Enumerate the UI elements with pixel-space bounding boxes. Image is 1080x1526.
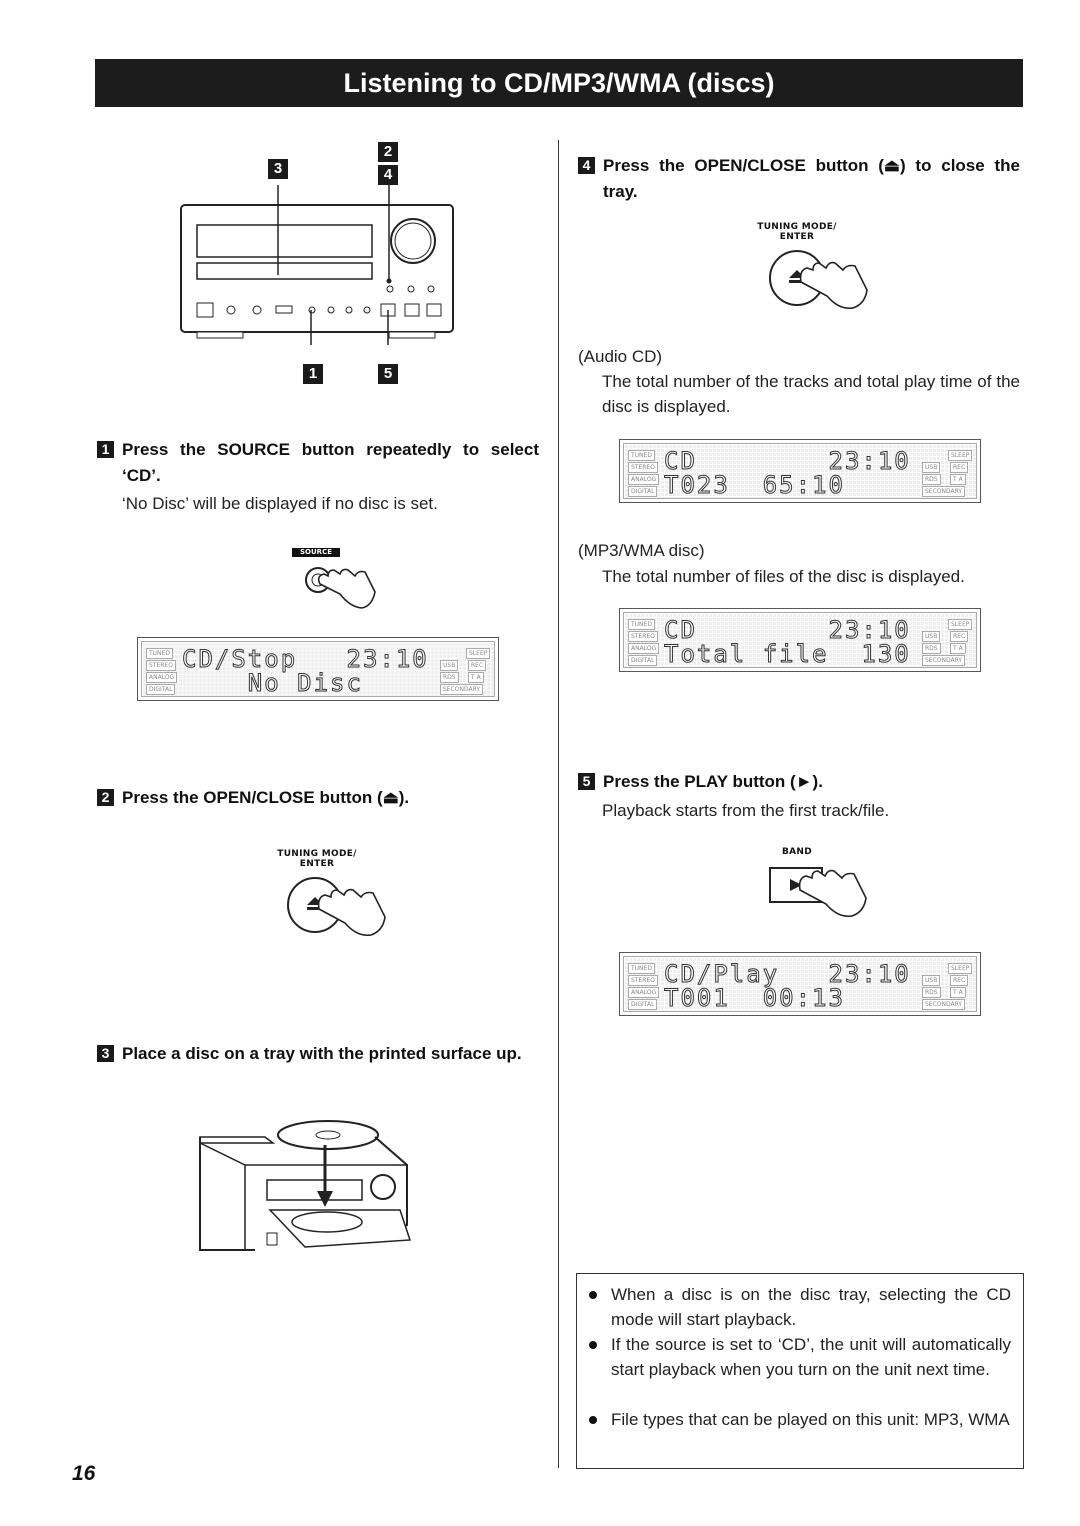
step-4-heading: 4 Press the OPEN/CLOSE button (⏏) to close the tray.: [578, 153, 1020, 205]
note-item: If the source is set to ‘CD’, the unit will automatically start playback when you turn on the unit next time.: [589, 1332, 1011, 1382]
open-close-button-illustration: [285, 875, 390, 940]
diagram-badge-4: 4: [378, 165, 398, 185]
page-number: 16: [72, 1462, 96, 1485]
bullet-icon: [589, 1341, 597, 1349]
display-no-disc: TUNED STEREO ANALOG DIGITAL SLEEP USB REC RDS T A SECONDARY CD/Stop 23:10 No Disc: [137, 637, 499, 701]
step-1-heading: 1 Press the SOURCE button repeatedly to select ‘CD’.: [97, 437, 539, 489]
diagram-badge-1: 1: [303, 364, 323, 384]
diagram-badge-5: 5: [378, 364, 398, 384]
audio-cd-label: (Audio CD): [578, 347, 663, 366]
column-divider: [558, 140, 559, 1468]
cd-unit-front-illustration: [175, 185, 460, 345]
step-3-number: 3: [97, 1045, 114, 1062]
display-line-1: CD/Play 23:10: [664, 960, 911, 988]
step-2-number: 2: [97, 789, 114, 806]
bullet-icon: [589, 1416, 597, 1424]
step-5-heading: 5 Press the PLAY button (►).: [578, 769, 1020, 795]
source-button-label: SOURCE: [292, 548, 340, 557]
disc-tray-illustration: [195, 1115, 420, 1255]
audio-cd-text: The total number of the tracks and total play time of the disc is displayed.: [602, 372, 1020, 416]
step-5-number: 5: [578, 773, 595, 790]
notes-box: [576, 1273, 1024, 1469]
mp3-label: (MP3/WMA disc): [578, 541, 705, 560]
display-line-1: CD/Stop 23:10: [182, 645, 429, 673]
note-item: When a disc is on the disc tray, selecting the CD mode will start playback.: [589, 1282, 1011, 1332]
display-audio-cd: TUNED STEREO ANALOG DIGITAL SLEEP USB REC RDS T A SECONDARY CD 23:10 T023 65:10: [619, 439, 981, 503]
step-5-body: Playback starts from the first track/file.: [602, 801, 890, 820]
display-line-1: CD 23:10: [664, 616, 911, 644]
play-button-illustration: [768, 864, 878, 922]
page-title: Listening to CD/MP3/WMA (discs): [95, 59, 1023, 107]
display-line-1: CD 23:10: [664, 447, 911, 475]
step-2-heading: 2 Press the OPEN/CLOSE button (⏏).: [97, 785, 537, 811]
display-line-2: No Disc: [182, 669, 363, 697]
diagram-badge-2: 2: [378, 142, 398, 162]
band-button-label: BAND: [781, 847, 813, 857]
bullet-icon: [589, 1291, 597, 1299]
display-line-2: T001 00:13: [664, 984, 845, 1012]
display-line-2: Total file 130: [664, 640, 911, 668]
display-line-2: T023 65:10: [664, 471, 845, 499]
tuning-mode-label: TUNING MODE/ ENTER: [277, 849, 357, 869]
display-mp3-wma: TUNED STEREO ANALOG DIGITAL SLEEP USB REC RDS T A SECONDARY CD 23:10 Total file 130: [619, 608, 981, 672]
display-play: TUNED STEREO ANALOG DIGITAL SLEEP USB REC RDS T A SECONDARY CD/Play 23:10 T001 00:13: [619, 952, 981, 1016]
tuning-mode-label-2: TUNING MODE/ ENTER: [757, 222, 837, 242]
step-4-number: 4: [578, 157, 595, 174]
mp3-text: The total number of files of the disc is displayed.: [602, 567, 965, 586]
hand-press-icon: [300, 562, 380, 612]
step-3-heading: 3 Place a disc on a tray with the printed surface up.: [97, 1041, 539, 1067]
note-item: File types that can be played on this unit: MP3, WMA: [589, 1407, 1011, 1432]
open-close-button-illustration-2: [767, 248, 872, 313]
step-1-number: 1: [97, 441, 114, 458]
step-1-body: ‘No Disc’ will be displayed if no disc is set.: [122, 494, 438, 513]
diagram-badge-3: 3: [268, 159, 288, 179]
